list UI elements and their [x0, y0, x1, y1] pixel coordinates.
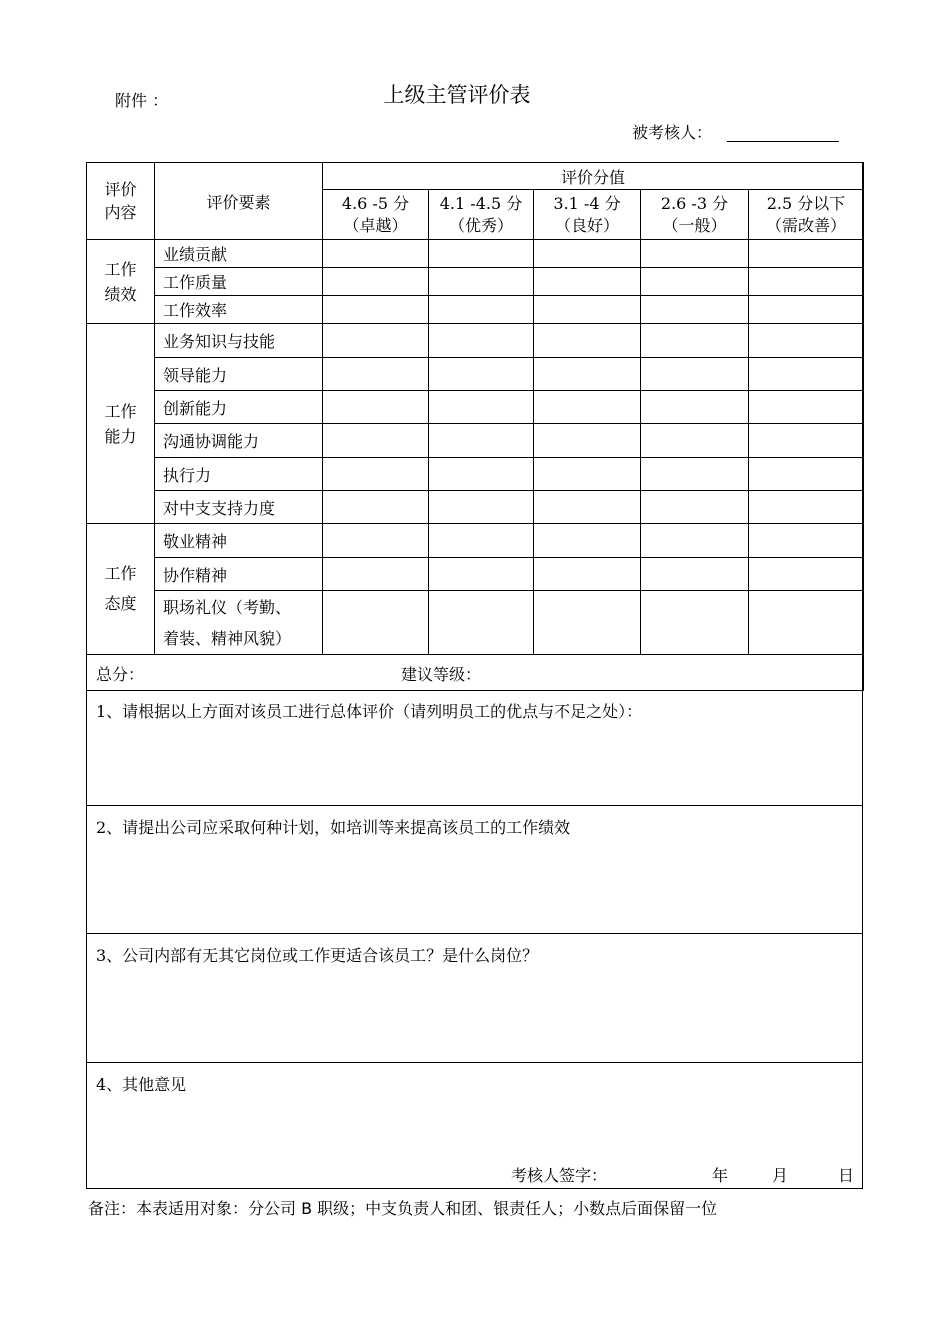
score-cell[interactable] — [323, 240, 429, 268]
score-cell[interactable] — [323, 491, 429, 524]
signature-month: 月 — [772, 1166, 789, 1185]
score-cell[interactable] — [534, 558, 641, 591]
assessee-label: 被考核人： — [632, 123, 713, 142]
score-cell[interactable] — [429, 524, 534, 558]
score-cell[interactable] — [534, 324, 641, 358]
score-cell[interactable] — [749, 591, 864, 655]
score-level-5: 2.5 分以下 （需改善） — [749, 190, 864, 240]
score-cell[interactable] — [323, 524, 429, 558]
score-level-1: 4.6 -5 分 （卓越） — [323, 190, 429, 240]
score-cell[interactable] — [429, 296, 534, 324]
item-label: 工作质量 — [155, 268, 323, 296]
score-cell[interactable] — [534, 358, 641, 391]
score-cell[interactable] — [323, 591, 429, 655]
score-cell[interactable] — [323, 268, 429, 296]
question-4-box[interactable] — [86, 1063, 863, 1189]
score-cell[interactable] — [641, 391, 749, 424]
score-cell[interactable] — [749, 391, 864, 424]
score-cell[interactable] — [534, 524, 641, 558]
score-cell[interactable] — [534, 391, 641, 424]
score-cell[interactable] — [323, 391, 429, 424]
score-cell[interactable] — [641, 458, 749, 491]
score-cell[interactable] — [429, 268, 534, 296]
item-label: 业绩贡献 — [155, 240, 323, 268]
signature-day: 日 — [838, 1166, 855, 1185]
question-2-box[interactable] — [86, 806, 863, 934]
score-cell[interactable] — [429, 391, 534, 424]
score-cell[interactable] — [749, 268, 864, 296]
question-1: 1、请根据以上方面对该员工进行总体评价（请列明员工的优点与不足之处）： — [96, 702, 643, 721]
score-cell[interactable] — [534, 458, 641, 491]
group-performance: 工作 绩效 — [87, 240, 155, 324]
item-label: 沟通协调能力 — [155, 424, 323, 458]
page-title: 上级主管评价表 — [383, 83, 531, 107]
score-cell[interactable] — [534, 268, 641, 296]
signature-label: 考核人签字： — [511, 1166, 608, 1185]
attachment-label: 附件 ： — [115, 91, 169, 110]
score-cell[interactable] — [429, 424, 534, 458]
evaluation-table — [86, 162, 864, 691]
score-cell[interactable] — [429, 324, 534, 358]
score-cell[interactable] — [749, 524, 864, 558]
score-cell[interactable] — [749, 458, 864, 491]
item-label: 执行力 — [155, 458, 323, 491]
score-cell[interactable] — [429, 458, 534, 491]
item-label: 对中支支持力度 — [155, 491, 323, 524]
score-cell[interactable] — [323, 424, 429, 458]
score-cell[interactable] — [641, 268, 749, 296]
assessee-blank-line[interactable] — [727, 141, 839, 142]
score-cell[interactable] — [641, 591, 749, 655]
score-cell[interactable] — [749, 296, 864, 324]
score-cell[interactable] — [534, 296, 641, 324]
score-cell[interactable] — [641, 424, 749, 458]
suggested-grade-label: 建议等级： — [401, 665, 482, 684]
score-cell[interactable] — [641, 296, 749, 324]
score-cell[interactable] — [534, 424, 641, 458]
score-cell[interactable] — [429, 591, 534, 655]
item-label: 工作效率 — [155, 296, 323, 324]
question-2: 2、请提出公司应采取何种计划，如培训等来提高该员工的工作绩效 — [96, 818, 571, 837]
score-cell[interactable] — [429, 240, 534, 268]
score-level-4: 2.6 -3 分 （一般） — [641, 190, 749, 240]
score-level-2: 4.1 -4.5 分 （优秀） — [429, 190, 534, 240]
score-cell[interactable] — [641, 558, 749, 591]
score-cell[interactable] — [429, 491, 534, 524]
item-label: 协作精神 — [155, 558, 323, 591]
total-score-label: 总分： — [96, 665, 145, 684]
score-cell[interactable] — [429, 358, 534, 391]
item-label: 职场礼仪（考勤、 着装、精神风貌） — [155, 591, 323, 655]
score-cell[interactable] — [641, 491, 749, 524]
question-1-box[interactable] — [86, 690, 863, 806]
score-cell[interactable] — [641, 324, 749, 358]
question-3-box[interactable] — [86, 934, 863, 1063]
question-3: 3、公司内部有无其它岗位或工作更适合该员工？是什么岗位？ — [96, 946, 539, 965]
footnote: 备注：本表适用对象：分公司 B 职级；中支负责人和团、银责任人；小数点后面保留一位 — [88, 1199, 718, 1218]
signature-year: 年 — [712, 1166, 729, 1185]
score-cell[interactable] — [534, 491, 641, 524]
question-4: 4、其他意见 — [96, 1075, 187, 1094]
header-score: 评价分值 — [323, 163, 864, 190]
score-cell[interactable] — [749, 424, 864, 458]
score-level-3: 3.1 -4 分 （良好） — [534, 190, 641, 240]
score-cell[interactable] — [429, 558, 534, 591]
score-cell[interactable] — [323, 358, 429, 391]
score-cell[interactable] — [323, 458, 429, 491]
score-cell[interactable] — [749, 358, 864, 391]
score-cell[interactable] — [323, 296, 429, 324]
score-cell[interactable] — [641, 358, 749, 391]
total-row — [87, 655, 864, 691]
score-cell[interactable] — [323, 558, 429, 591]
score-cell[interactable] — [641, 240, 749, 268]
score-cell[interactable] — [749, 324, 864, 358]
item-label: 敬业精神 — [155, 524, 323, 558]
score-cell[interactable] — [641, 524, 749, 558]
score-cell[interactable] — [323, 324, 429, 358]
group-ability: 工作 能力 — [87, 324, 155, 524]
item-label: 领导能力 — [155, 358, 323, 391]
header-content: 评价 内容 — [87, 163, 155, 240]
score-cell[interactable] — [534, 240, 641, 268]
item-label: 业务知识与技能 — [155, 324, 323, 358]
score-cell[interactable] — [749, 491, 864, 524]
group-attitude: 工作 态度 — [87, 524, 155, 655]
header-elements: 评价要素 — [155, 163, 323, 240]
item-label: 创新能力 — [155, 391, 323, 424]
score-cell[interactable] — [534, 591, 641, 655]
score-cell[interactable] — [749, 240, 864, 268]
score-cell[interactable] — [749, 558, 864, 591]
